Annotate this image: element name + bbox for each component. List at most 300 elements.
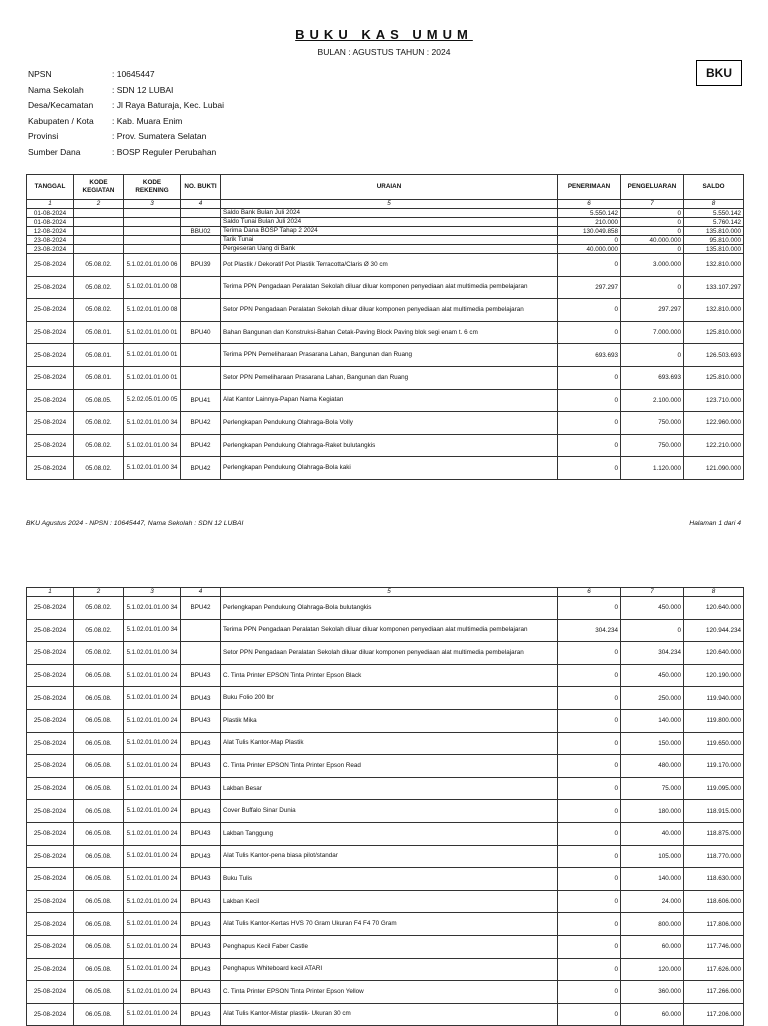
expense-cell: 0 xyxy=(621,209,684,218)
column-header: URAIAN xyxy=(221,175,558,200)
activity-code-cell: 06.05.08. xyxy=(74,981,124,1004)
column-number: 4 xyxy=(181,588,221,597)
description-cell: Lakban Tanggung xyxy=(221,822,558,845)
description-cell: Terima PPN Pengadaan Peralatan Sekolah diluar diluar komponen penyediaan alat multimedia pembelajaran xyxy=(221,619,558,642)
expense-cell: 3.000.000 xyxy=(621,254,684,277)
description-cell: Lakban Kecil xyxy=(221,890,558,913)
account-code-cell: 5.1.02.01.01.00 24 xyxy=(124,845,181,868)
activity-code-cell: 05.08.02. xyxy=(74,642,124,665)
balance-cell: 117.206.000 xyxy=(684,1003,744,1026)
table-row xyxy=(27,935,744,958)
date-cell: 25-08-2024 xyxy=(27,434,74,457)
column-number: 1 xyxy=(27,588,74,597)
account-code-cell: 5.1.02.01.01.00 24 xyxy=(124,913,181,936)
date-cell: 25-08-2024 xyxy=(27,935,74,958)
date-cell: 25-08-2024 xyxy=(27,597,74,620)
income-cell: 304.234 xyxy=(558,619,621,642)
income-cell: 0 xyxy=(558,299,621,322)
balance-cell: 5.550.142 xyxy=(684,209,744,218)
expense-cell: 0 xyxy=(621,619,684,642)
info-row xyxy=(28,100,224,116)
income-cell: 0 xyxy=(558,845,621,868)
expense-cell: 40.000 xyxy=(621,822,684,845)
income-cell: 0 xyxy=(558,366,621,389)
expense-cell: 693.693 xyxy=(621,366,684,389)
expense-cell: 0 xyxy=(621,344,684,367)
account-code-cell: 5.1.02.01.01.00 01 xyxy=(124,344,181,367)
expense-cell: 360.000 xyxy=(621,981,684,1004)
receipt-number-cell: BPU42 xyxy=(181,597,221,620)
expense-cell: 75.000 xyxy=(621,777,684,800)
activity-code-cell: 05.08.01. xyxy=(74,321,124,344)
date-cell: 25-08-2024 xyxy=(27,890,74,913)
balance-cell: 118.606.000 xyxy=(684,890,744,913)
date-cell: 25-08-2024 xyxy=(27,321,74,344)
income-cell: 0 xyxy=(558,254,621,277)
expense-cell: 800.000 xyxy=(621,913,684,936)
activity-code-cell: 06.05.08. xyxy=(74,664,124,687)
description-cell: Setor PPN Pengadaan Peralatan Sekolah diluar diluar komponen penyediaan alat multimedia pembelajaran xyxy=(221,299,558,322)
description-cell: Tarik Tunai xyxy=(221,236,558,245)
income-cell: 0 xyxy=(558,597,621,620)
table-row xyxy=(27,1003,744,1026)
account-code-cell: 5.1.02.01.01.00 24 xyxy=(124,822,181,845)
activity-code-cell: 05.08.02. xyxy=(74,457,124,480)
column-number-row xyxy=(27,200,744,209)
receipt-number-cell xyxy=(181,619,221,642)
receipt-number-cell xyxy=(181,366,221,389)
table-row xyxy=(27,642,744,665)
expense-cell: 40.000.000 xyxy=(621,236,684,245)
receipt-number-cell: BPU43 xyxy=(181,822,221,845)
description-cell: C. Tinta Printer EPSON Tinta Printer Epson Black xyxy=(221,664,558,687)
activity-code-cell: 06.05.08. xyxy=(74,800,124,823)
balance-cell: 125.810.000 xyxy=(684,366,744,389)
income-cell: 0 xyxy=(558,935,621,958)
receipt-number-cell xyxy=(181,218,221,227)
receipt-number-cell: BPU43 xyxy=(181,845,221,868)
receipt-number-cell xyxy=(181,209,221,218)
account-code-cell: 5.1.02.01.01.00 34 xyxy=(124,642,181,665)
account-code-cell: 5.1.02.01.01.00 24 xyxy=(124,1003,181,1026)
table-row xyxy=(27,800,744,823)
column-header: PENGELUARAN xyxy=(621,175,684,200)
account-code-cell: 5.1.02.01.01.00 08 xyxy=(124,276,181,299)
activity-code-cell: 05.08.01. xyxy=(74,344,124,367)
expense-cell: 2.100.000 xyxy=(621,389,684,412)
activity-code-cell: 06.05.08. xyxy=(74,890,124,913)
activity-code-cell: 05.08.02. xyxy=(74,619,124,642)
description-cell: Bahan Bangunan dan Konstruksi-Bahan Cetak-Paving Block Paving blok segi enam t. 6 cm xyxy=(221,321,558,344)
description-cell: Penghapus Kecil Faber Castle xyxy=(221,935,558,958)
income-cell: 40.000.000 xyxy=(558,245,621,254)
info-value: : 10645447 xyxy=(112,69,155,79)
date-cell: 25-08-2024 xyxy=(27,366,74,389)
account-code-cell: 5.1.02.01.01.00 01 xyxy=(124,321,181,344)
table-row xyxy=(27,276,744,299)
expense-cell: 120.000 xyxy=(621,958,684,981)
description-cell: Perlengkapan Pendukung Olahraga-Raket bulutangkis xyxy=(221,434,558,457)
balance-cell: 119.800.000 xyxy=(684,709,744,732)
account-code-cell: 5.1.02.01.01.00 24 xyxy=(124,732,181,755)
receipt-number-cell: BBU02 xyxy=(181,227,221,236)
page-number: Halaman 1 dari 4 xyxy=(689,520,741,527)
receipt-number-cell: BPU43 xyxy=(181,935,221,958)
receipt-number-cell: BPU42 xyxy=(181,434,221,457)
income-cell: 0 xyxy=(558,732,621,755)
activity-code-cell: 06.05.08. xyxy=(74,687,124,710)
description-cell: Setor PPN Pemeliharaan Prasarana Lahan, Bangunan dan Ruang xyxy=(221,366,558,389)
activity-code-cell xyxy=(74,245,124,254)
expense-cell: 140.000 xyxy=(621,868,684,891)
table-row xyxy=(27,366,744,389)
table-row xyxy=(27,597,744,620)
expense-cell: 0 xyxy=(621,227,684,236)
info-label: Provinsi xyxy=(28,131,59,141)
table-row xyxy=(27,254,744,277)
table-row xyxy=(27,209,744,218)
ledger-table-page-1 xyxy=(26,174,744,480)
income-cell: 0 xyxy=(558,890,621,913)
expense-cell: 450.000 xyxy=(621,597,684,620)
balance-cell: 120.640.000 xyxy=(684,642,744,665)
description-cell: Alat Tulis Kantor-Kertas HVS 70 Gram Ukuran F4 F4 70 Gram xyxy=(221,913,558,936)
income-cell: 0 xyxy=(558,1003,621,1026)
balance-cell: 118.875.000 xyxy=(684,822,744,845)
table-row xyxy=(27,457,744,480)
account-code-cell xyxy=(124,209,181,218)
account-code-cell: 5.1.02.01.01.00 34 xyxy=(124,457,181,480)
expense-cell: 0 xyxy=(621,218,684,227)
table-row xyxy=(27,777,744,800)
table-row xyxy=(27,709,744,732)
description-cell: Cover Buffalo Sinar Dunia xyxy=(221,800,558,823)
activity-code-cell: 06.05.08. xyxy=(74,935,124,958)
account-code-cell: 5.1.02.01.01.00 34 xyxy=(124,619,181,642)
date-cell: 01-08-2024 xyxy=(27,218,74,227)
receipt-number-cell: BPU43 xyxy=(181,664,221,687)
expense-cell: 150.000 xyxy=(621,732,684,755)
account-code-cell: 5.1.02.01.01.00 24 xyxy=(124,935,181,958)
expense-cell: 450.000 xyxy=(621,664,684,687)
account-code-cell: 5.1.02.01.01.00 24 xyxy=(124,687,181,710)
description-cell: C. Tinta Printer EPSON Tinta Printer Epson Read xyxy=(221,755,558,778)
activity-code-cell: 06.05.08. xyxy=(74,709,124,732)
activity-code-cell xyxy=(74,218,124,227)
table-header-row xyxy=(27,175,744,200)
account-code-cell: 5.1.02.01.01.00 24 xyxy=(124,777,181,800)
expense-cell: 140.000 xyxy=(621,709,684,732)
income-cell: 0 xyxy=(558,321,621,344)
date-cell: 25-08-2024 xyxy=(27,687,74,710)
column-number: 4 xyxy=(181,200,221,209)
receipt-number-cell: BPU42 xyxy=(181,412,221,435)
receipt-number-cell: BPU43 xyxy=(181,732,221,755)
balance-cell: 117.266.000 xyxy=(684,981,744,1004)
date-cell: 25-08-2024 xyxy=(27,664,74,687)
account-code-cell xyxy=(124,227,181,236)
account-code-cell: 5.1.02.01.01.00 24 xyxy=(124,800,181,823)
receipt-number-cell: BPU43 xyxy=(181,687,221,710)
income-cell: 0 xyxy=(558,868,621,891)
date-cell: 25-08-2024 xyxy=(27,777,74,800)
bku-label-box: BKU xyxy=(696,60,742,86)
column-number: 6 xyxy=(558,200,621,209)
income-cell: 0 xyxy=(558,642,621,665)
date-cell: 25-08-2024 xyxy=(27,254,74,277)
balance-cell: 126.503.693 xyxy=(684,344,744,367)
expense-cell: 297.297 xyxy=(621,299,684,322)
activity-code-cell xyxy=(74,209,124,218)
date-cell: 25-08-2024 xyxy=(27,755,74,778)
income-cell: 297.297 xyxy=(558,276,621,299)
income-cell: 0 xyxy=(558,913,621,936)
activity-code-cell: 06.05.08. xyxy=(74,958,124,981)
receipt-number-cell: BPU40 xyxy=(181,321,221,344)
description-cell: C. Tinta Printer EPSON Tinta Printer Epson Yellow xyxy=(221,981,558,1004)
balance-cell: 120.640.000 xyxy=(684,597,744,620)
balance-cell: 133.107.297 xyxy=(684,276,744,299)
column-number: 7 xyxy=(621,200,684,209)
income-cell: 0 xyxy=(558,236,621,245)
account-code-cell: 5.1.02.01.01.00 34 xyxy=(124,412,181,435)
income-cell: 693.693 xyxy=(558,344,621,367)
income-cell: 0 xyxy=(558,434,621,457)
column-number: 7 xyxy=(621,588,684,597)
income-cell: 0 xyxy=(558,709,621,732)
balance-cell: 118.630.000 xyxy=(684,868,744,891)
column-header: PENERIMAAN xyxy=(558,175,621,200)
balance-cell: 120.190.000 xyxy=(684,664,744,687)
table-row xyxy=(27,755,744,778)
account-code-cell: 5.1.02.01.01.00 24 xyxy=(124,958,181,981)
date-cell: 25-08-2024 xyxy=(27,457,74,480)
column-header: SALDO xyxy=(684,175,744,200)
account-code-cell: 5.1.02.01.01.00 24 xyxy=(124,709,181,732)
activity-code-cell: 06.05.08. xyxy=(74,868,124,891)
date-cell: 25-08-2024 xyxy=(27,344,74,367)
info-row xyxy=(28,116,224,132)
table-row xyxy=(27,218,744,227)
description-cell: Alat Tulis Kantor-pena biasa pilot/standar xyxy=(221,845,558,868)
receipt-number-cell xyxy=(181,276,221,299)
activity-code-cell: 05.08.02. xyxy=(74,412,124,435)
balance-cell: 95.810.000 xyxy=(684,236,744,245)
receipt-number-cell xyxy=(181,642,221,665)
activity-code-cell: 05.08.02. xyxy=(74,276,124,299)
expense-cell: 750.000 xyxy=(621,434,684,457)
income-cell: 130.049.858 xyxy=(558,227,621,236)
receipt-number-cell: BPU43 xyxy=(181,777,221,800)
date-cell: 25-08-2024 xyxy=(27,299,74,322)
date-cell: 25-08-2024 xyxy=(27,800,74,823)
income-cell: 0 xyxy=(558,664,621,687)
expense-cell: 304.234 xyxy=(621,642,684,665)
activity-code-cell: 06.05.08. xyxy=(74,777,124,800)
description-cell: Plastik Mika xyxy=(221,709,558,732)
activity-code-cell: 06.05.08. xyxy=(74,845,124,868)
account-code-cell: 5.1.02.01.01.00 24 xyxy=(124,981,181,1004)
table-row xyxy=(27,227,744,236)
description-cell: Terima Dana BOSP Tahap 2 2024 xyxy=(221,227,558,236)
income-cell: 0 xyxy=(558,389,621,412)
balance-cell: 119.095.000 xyxy=(684,777,744,800)
receipt-number-cell xyxy=(181,344,221,367)
receipt-number-cell: BPU43 xyxy=(181,868,221,891)
table-row xyxy=(27,434,744,457)
info-row xyxy=(28,131,224,147)
receipt-number-cell: BPU42 xyxy=(181,457,221,480)
table-row xyxy=(27,687,744,710)
receipt-number-cell: BPU43 xyxy=(181,981,221,1004)
income-cell: 0 xyxy=(558,412,621,435)
receipt-number-cell: BPU43 xyxy=(181,709,221,732)
income-cell: 0 xyxy=(558,958,621,981)
description-cell: Saldo Bank Bulan Juli 2024 xyxy=(221,209,558,218)
description-cell: Pergeseran Uang di Bank xyxy=(221,245,558,254)
document-title: BUKU KAS UMUM xyxy=(295,27,473,42)
column-number: 3 xyxy=(124,200,181,209)
column-number: 2 xyxy=(74,588,124,597)
column-number: 5 xyxy=(221,200,558,209)
date-cell: 25-08-2024 xyxy=(27,642,74,665)
account-code-cell: 5.1.02.01.01.00 34 xyxy=(124,597,181,620)
table-row xyxy=(27,412,744,435)
balance-cell: 119.650.000 xyxy=(684,732,744,755)
expense-cell: 250.000 xyxy=(621,687,684,710)
expense-cell: 24.000 xyxy=(621,890,684,913)
table-row xyxy=(27,732,744,755)
date-cell: 25-08-2024 xyxy=(27,868,74,891)
table-row xyxy=(27,389,744,412)
expense-cell: 750.000 xyxy=(621,412,684,435)
account-code-cell: 5.1.02.01.01.00 06 xyxy=(124,254,181,277)
account-code-cell: 5.2.02.05.01.00 05 xyxy=(124,389,181,412)
account-code-cell: 5.1.02.01.01.00 24 xyxy=(124,890,181,913)
table-row xyxy=(27,245,744,254)
balance-cell: 135.810.000 xyxy=(684,245,744,254)
info-label: Sumber Dana xyxy=(28,146,81,157)
date-cell: 23-08-2024 xyxy=(27,236,74,245)
balance-cell: 122.960.000 xyxy=(684,412,744,435)
info-row xyxy=(28,69,224,85)
income-cell: 0 xyxy=(558,777,621,800)
school-info xyxy=(28,69,224,162)
expense-cell: 60.000 xyxy=(621,1003,684,1026)
receipt-number-cell: BPU43 xyxy=(181,800,221,823)
balance-cell: 125.810.000 xyxy=(684,321,744,344)
description-cell: Pot Plastik / Dekoratif Pot Plastik Terracotta/Claris Ø 30 cm xyxy=(221,254,558,277)
column-header: KODE KEGIATAN xyxy=(74,175,124,200)
account-code-cell: 5.1.02.01.01.00 24 xyxy=(124,664,181,687)
account-code-cell: 5.1.02.01.01.00 24 xyxy=(124,755,181,778)
column-number: 1 xyxy=(27,200,74,209)
expense-cell: 180.000 xyxy=(621,800,684,823)
info-row xyxy=(28,85,224,101)
date-cell: 25-08-2024 xyxy=(27,822,74,845)
table-row xyxy=(27,868,744,891)
column-number: 8 xyxy=(684,588,744,597)
info-value: : SDN 12 LUBAI xyxy=(112,84,174,95)
receipt-number-cell: BPU39 xyxy=(181,254,221,277)
description-cell: Buku Folio 200 lbr xyxy=(221,687,558,710)
balance-cell: 121.090.000 xyxy=(684,457,744,480)
income-cell: 210.000 xyxy=(558,218,621,227)
activity-code-cell: 05.08.02. xyxy=(74,597,124,620)
date-cell: 25-08-2024 xyxy=(27,412,74,435)
table-row xyxy=(27,958,744,981)
info-value: : Jl Raya Baturaja, Kec. Lubai xyxy=(112,100,224,110)
info-row xyxy=(28,147,224,163)
table-row xyxy=(27,664,744,687)
description-cell: Perlengkapan Pendukung Olahraga-Bola kaki xyxy=(221,457,558,480)
column-number: 2 xyxy=(74,200,124,209)
column-number: 6 xyxy=(558,588,621,597)
date-cell: 25-08-2024 xyxy=(27,389,74,412)
date-cell: 25-08-2024 xyxy=(27,958,74,981)
info-value: : Prov. Sumatera Selatan xyxy=(112,131,207,141)
income-cell: 0 xyxy=(558,981,621,1004)
receipt-number-cell xyxy=(181,236,221,245)
expense-cell: 0 xyxy=(621,245,684,254)
description-cell: Terima PPN Pengadaan Peralatan Sekolah diluar diluar komponen penyediaan alat multimedia pembelajaran xyxy=(221,276,558,299)
description-cell: Alat Kantor Lainnya-Papan Nama Kegiatan xyxy=(221,389,558,412)
account-code-cell: 5.1.02.01.01.00 01 xyxy=(124,366,181,389)
date-cell: 25-08-2024 xyxy=(27,732,74,755)
account-code-cell: 5.1.02.01.01.00 24 xyxy=(124,868,181,891)
balance-cell: 118.915.000 xyxy=(684,800,744,823)
page-footer-note: BKU Agustus 2024 - NPSN : 10645447, Nama Sekolah : SDN 12 LUBAI xyxy=(26,520,244,527)
activity-code-cell: 06.05.08. xyxy=(74,822,124,845)
description-cell: Alat Tulis Kantor-Map Plastik xyxy=(221,732,558,755)
activity-code-cell xyxy=(74,236,124,245)
info-value: : BOSP Reguler Perubahan xyxy=(112,146,217,157)
income-cell: 5.550.142 xyxy=(558,209,621,218)
activity-code-cell: 06.05.08. xyxy=(74,732,124,755)
activity-code-cell: 05.08.02. xyxy=(74,254,124,277)
date-cell: 25-08-2024 xyxy=(27,276,74,299)
receipt-number-cell: BPU41 xyxy=(181,389,221,412)
activity-code-cell: 06.05.08. xyxy=(74,1003,124,1026)
info-label: Nama Sekolah xyxy=(28,84,84,95)
income-cell: 0 xyxy=(558,687,621,710)
description-cell: Alat Tulis Kantor-Mistar plastik- Ukuran 30 cm xyxy=(221,1003,558,1026)
date-cell: 25-08-2024 xyxy=(27,619,74,642)
column-header: TANGGAL xyxy=(27,175,74,200)
date-cell: 01-08-2024 xyxy=(27,209,74,218)
balance-cell: 117.806.000 xyxy=(684,913,744,936)
ledger-table-page-2 xyxy=(26,587,744,1026)
income-cell: 0 xyxy=(558,755,621,778)
account-code-cell: 5.1.02.01.01.00 08 xyxy=(124,299,181,322)
description-cell: Lakban Besar xyxy=(221,777,558,800)
receipt-number-cell: BPU43 xyxy=(181,958,221,981)
activity-code-cell: 06.05.08. xyxy=(74,755,124,778)
balance-cell: 122.210.000 xyxy=(684,434,744,457)
balance-cell: 123.710.000 xyxy=(684,389,744,412)
table-row xyxy=(27,981,744,1004)
table-row xyxy=(27,236,744,245)
table-row xyxy=(27,321,744,344)
date-cell: 25-08-2024 xyxy=(27,709,74,732)
document-subtitle: BULAN : AGUSTUS TAHUN : 2024 xyxy=(317,47,451,57)
column-header: KODE REKENING xyxy=(124,175,181,200)
account-code-cell xyxy=(124,245,181,254)
balance-cell: 117.746.000 xyxy=(684,935,744,958)
description-cell: Penghapus Whiteboard kecil ATARI xyxy=(221,958,558,981)
table-row xyxy=(27,822,744,845)
receipt-number-cell xyxy=(181,299,221,322)
